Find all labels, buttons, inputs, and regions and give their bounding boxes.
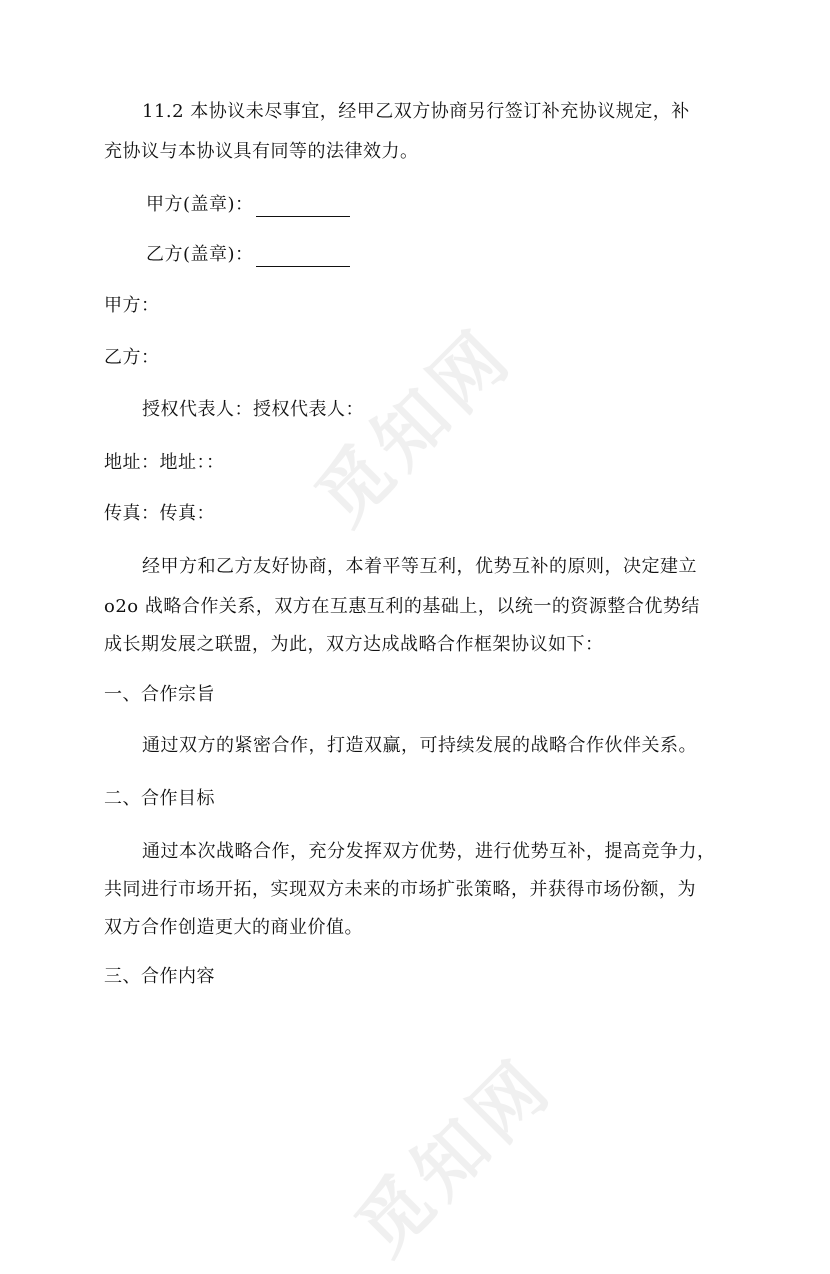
party-b-seal-row — [146, 243, 350, 267]
party-a-signature-line — [256, 198, 350, 217]
clause-11-2-line-1: 11.2 本协议未尽事宜，经甲乙双方协商另行签订补充协议规定，补 — [142, 101, 690, 122]
section-1-body: 通过双方的紧密合作，打造双赢，可持续发展的战略合作伙伴关系。 — [142, 735, 697, 756]
party-a-seal-label: 甲方(盖章)： — [146, 194, 254, 215]
party-a-seal-row — [146, 193, 350, 217]
intro-line-2: o2o 战略合作关系，双方在互惠互利的基础上，以统一的资源整合优势结 — [104, 596, 700, 617]
intro-line-3: 成长期发展之联盟，为此，双方达成战略合作框架协议如下： — [104, 634, 604, 655]
authorized-representative: 授权代表人：授权代表人： — [142, 399, 364, 420]
section-3-heading: 三、合作内容 — [104, 966, 215, 987]
address-line: 地址：地址：： — [104, 452, 225, 473]
watermark-text-bottom: 觅知网 — [339, 1041, 569, 1271]
section-2-line-1: 通过本次战略合作，充分发挥双方优势，进行优势互补，提高竞争力， — [142, 841, 716, 862]
section-2-line-3: 双方合作创造更大的商业价值。 — [104, 917, 363, 938]
clause-11-2-line-2: 充协议与本协议具有同等的法律效力。 — [104, 141, 419, 162]
watermark-text: 觅知网 — [299, 311, 529, 541]
party-b-label: 乙方： — [104, 347, 160, 368]
fax-line: 传真：传真： — [104, 503, 215, 524]
party-b-signature-line — [256, 248, 350, 267]
section-2-line-2: 共同进行市场开拓，实现双方未来的市场扩张策略，并获得市场份额，为 — [104, 879, 696, 900]
party-a-label: 甲方： — [104, 295, 160, 316]
party-b-seal-label: 乙方(盖章)： — [146, 244, 254, 265]
intro-line-1: 经甲方和乙方友好协商，本着平等互利，优势互补的原则，决定建立 — [142, 556, 697, 577]
section-2-heading: 二、合作目标 — [104, 788, 215, 809]
section-1-heading: 一、合作宗旨 — [104, 684, 215, 705]
